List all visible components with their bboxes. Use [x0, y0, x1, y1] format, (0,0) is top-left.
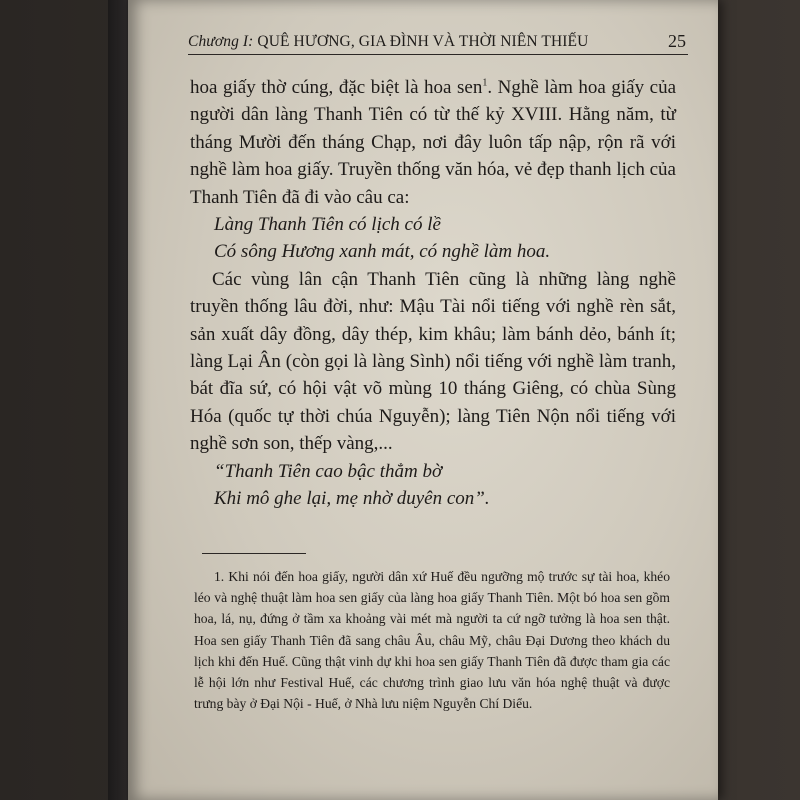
- paragraph: [190, 74, 676, 211]
- footnote-reference: 1: [482, 77, 488, 89]
- chapter-name: QUÊ HƯƠNG, GIA ĐÌNH VÀ THỜI NIÊN THIẾU: [257, 33, 589, 50]
- verse-line: Làng Thanh Tiên có lịch có lề: [214, 214, 441, 236]
- chapter-title: [188, 33, 588, 51]
- paragraph: Các vùng lân cận Thanh Tiên cũng là những làng nghề truyền thống lâu đời, như: Mậu Tài nổi tiếng với nghề rèn sắt, sản xuất dây đồng, dây thép, kim khâu; làm bánh dẻo, bánh ít; làng Lại Ân (còn gọi là làng Sình) nổi tiếng với nghề làm tranh, bát đĩa sứ, có hội vật võ mùng 10 tháng Giêng, có chùa Sùng Hóa (quốc tự thời chúa Nguyễn); làng Tiên Nộn nổi tiếng với nghề sơn son, thếp vàng,...: [190, 268, 676, 455]
- verse-line: Có sông Hương xanh mát, có nghề làm hoa.: [214, 241, 551, 263]
- body-text: [190, 74, 676, 513]
- book-page: [128, 0, 718, 800]
- footnote-divider: [202, 553, 306, 554]
- page-number: 25: [668, 31, 686, 51]
- footnote-text: 1. Khi nói đến hoa giấy, người dân xứ Huế đều ngưỡng mộ trước sự tài hoa, khéo léo và nghệ thuật làm hoa sen giấy của làng hoa giấy Thanh Tiên. Một bó hoa sen gồm hoa, lá, nụ, đứng ở tầm xa khoảng vài mét mà người ta cứ ngỡ tưởng là hoa sen thật. Hoa sen giấy Thanh Tiên đã sang châu Âu, châu Mỹ, châu Đại Dương theo khách du lịch khi đến Huế. Cũng thật vinh dự khi hoa sen giấy Thanh Tiên đã được tham gia các lễ hội lớn như Festival Huế, các chương trình giao lưu văn hóa nghệ thuật và được trưng bày ở Đại Nội - Huế, ở Nhà lưu niệm Nguyễn Chí Diểu.: [194, 569, 670, 712]
- verse-line: Khi mô ghe lại, mẹ nhờ duyên con”.: [214, 488, 490, 510]
- paragraph-text: hoa giấy thờ cúng, đặc biệt là hoa sen: [190, 77, 483, 98]
- chapter-label: Chương I:: [188, 33, 254, 50]
- paragraph-text: . Nghề làm hoa giấy của người dân làng Thanh Tiên có từ thế kỷ XVIII. Hằng năm, từ tháng Mười đến tháng Chạp, nơi đây luôn tấp nập, rộn rã với nghề làm hoa giấy. Truyền thống văn hóa, vẻ đẹp thanh lịch của Thanh Tiên đã đi vào câu ca:: [190, 77, 676, 208]
- verse-line: “Thanh Tiên cao bậc thẳm bờ: [214, 460, 443, 482]
- running-header: [188, 28, 688, 55]
- footnote: [194, 566, 670, 714]
